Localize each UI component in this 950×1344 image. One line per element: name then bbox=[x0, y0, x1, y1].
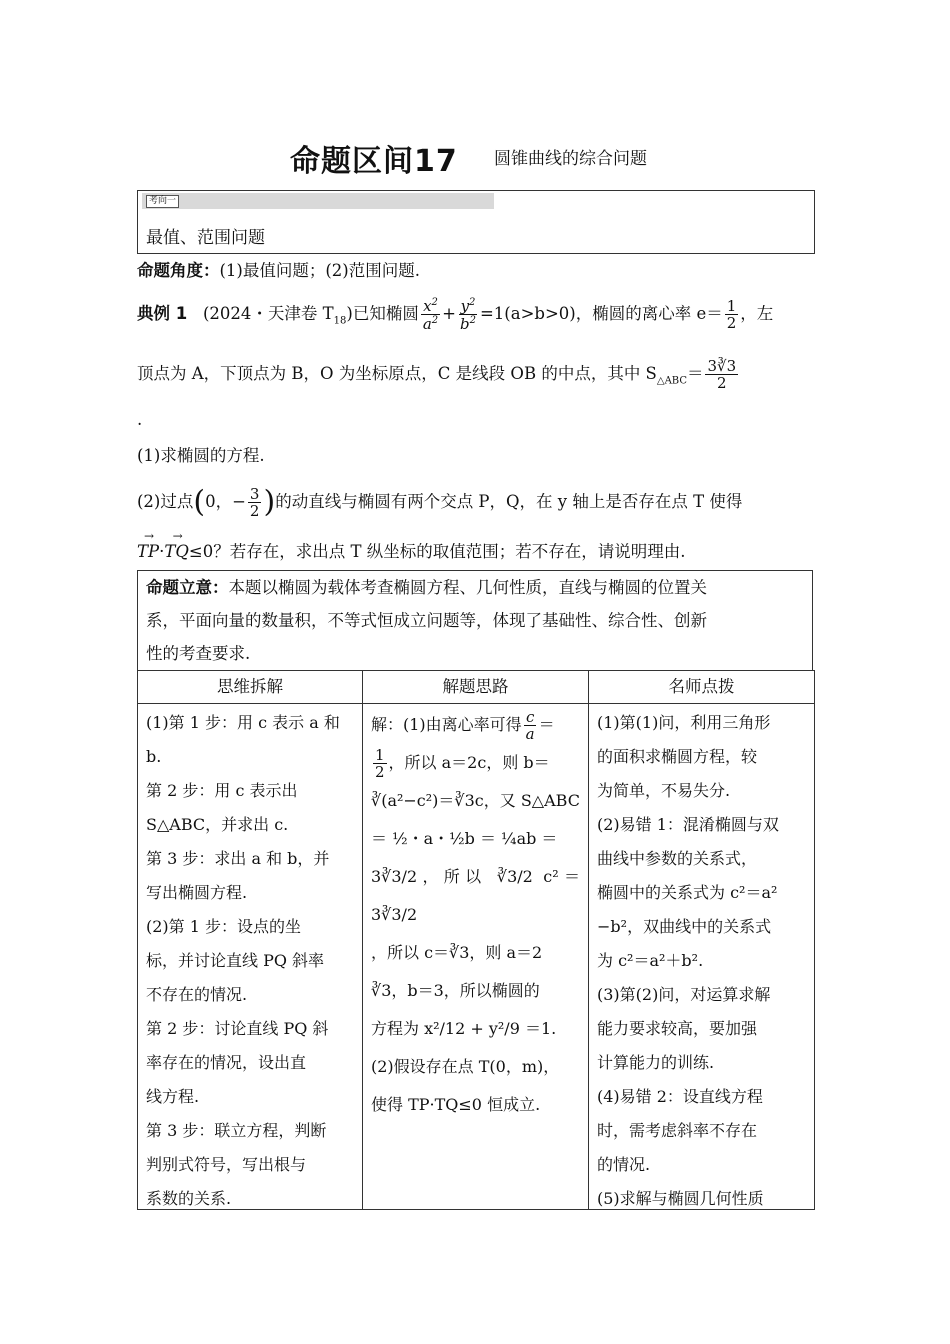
table-header-solution: 解题思路 bbox=[363, 671, 588, 704]
example-source: (2024・天津卷 $T_{18}$) bbox=[202, 304, 353, 327]
intent-text-1: 本题以椭圆为载体考查椭圆方程、几何性质，直线与椭圆的位置关 bbox=[228, 578, 707, 597]
table-header-thinking: 思维拆解 bbox=[138, 671, 362, 704]
topic-box bbox=[137, 190, 815, 254]
tips-body bbox=[589, 704, 814, 1218]
solution-line: ，所以 c＝∛3，则 a＝2 bbox=[371, 943, 543, 962]
solution-line: 使得 TP·TQ≤0 恒成立. bbox=[371, 1095, 541, 1114]
table-column-solution bbox=[363, 671, 589, 1209]
intent-line-3: 性的考查要求. bbox=[146, 644, 251, 663]
tips-line: (5)求解与椭圆几何性质 bbox=[597, 1189, 764, 1208]
thinking-line: 线方程. bbox=[146, 1087, 200, 1106]
tips-line: 为 c²＝a²＋b². bbox=[597, 951, 704, 970]
point-coords: 0，− bbox=[205, 492, 246, 511]
solution-line: 方程为 x²/12 + y²/9 ＝1. bbox=[371, 1019, 557, 1038]
page-title: 命题区间17 bbox=[290, 144, 458, 179]
ellipse-term-y: $\frac{y^2}{b^2}$ bbox=[460, 296, 476, 333]
area-fraction: $\frac{3∛3}{2}$ bbox=[707, 356, 737, 392]
question-1: (1)求椭圆的方程. bbox=[137, 446, 265, 465]
topic-title: 最值、范围问题 bbox=[146, 228, 265, 248]
page-subtitle: 圆锥曲线的综合问题 bbox=[494, 149, 647, 169]
tips-line: −b²，双曲线中的关系式 bbox=[597, 917, 772, 936]
solution-line: ∛(a²−c²)＝∛3c，又 S△ABC bbox=[371, 791, 580, 810]
area-equals: ＝ bbox=[686, 364, 704, 383]
intent-label: 命题立意： bbox=[146, 578, 229, 597]
tips-line: 时，需考虑斜率不存在 bbox=[597, 1121, 758, 1140]
example-line2-text: 顶点为 A，下顶点为 B，O 为坐标原点，C 是线段 OB 的中点，其中 S bbox=[137, 364, 657, 383]
eccentricity-fraction: $\frac{1}{2}$ bbox=[726, 296, 737, 332]
table-column-tips bbox=[589, 671, 814, 1209]
vector-tp: → TP bbox=[137, 542, 159, 561]
thinking-body bbox=[138, 704, 362, 1218]
example-condition: =1(a>b>0)，椭圆的离心率 e＝ bbox=[479, 304, 723, 323]
dot-operator: · bbox=[159, 542, 165, 561]
solution-line: ＝ ½・a・½b ＝ ¼ab ＝ bbox=[371, 829, 558, 848]
point-fraction: $\frac{3}{2}$ bbox=[249, 484, 260, 520]
angle-label: 命题角度： bbox=[137, 261, 220, 280]
example-after-e: ，左 bbox=[740, 304, 774, 323]
vector-tq: → TQ bbox=[164, 542, 189, 561]
solution-line: ∛3，b＝3，所以椭圆的 bbox=[371, 981, 540, 1000]
solution-body bbox=[363, 704, 588, 1126]
question-2: (2)过点(0，− $\frac{3}{2}$ )的动直线与椭圆有两个交点 P，Q，在 y 轴上是否存在点 T 使得 bbox=[137, 484, 743, 520]
area-subscript: △ABC bbox=[656, 375, 687, 387]
example-intro: 已知椭圆 bbox=[352, 304, 419, 323]
topic-tag-label: 考向一 bbox=[146, 195, 179, 208]
intent-line-1 bbox=[146, 571, 804, 604]
solution-line: 解：(1)由离心率可得 $\frac{c}{a}$ ＝ bbox=[371, 707, 555, 743]
table-header-tips: 名师点拨 bbox=[589, 671, 814, 704]
ellipse-term-x: $\frac{x^2}{a^2}$ bbox=[422, 296, 439, 333]
question-2-start: (2)过点 bbox=[137, 492, 194, 511]
analysis-table bbox=[137, 670, 815, 1210]
solution-line: $\frac{1}{2}$ ，所以 a＝2c，则 b＝ bbox=[375, 745, 550, 781]
thinking-line: 不存在的情况. bbox=[146, 985, 248, 1004]
thinking-line: 写出椭圆方程. bbox=[146, 883, 248, 902]
thinking-line: 标，并讨论直线 PQ 斜率 bbox=[146, 951, 325, 970]
thinking-line: 第 3 步：求出 a 和 b，并 bbox=[146, 849, 330, 868]
thinking-line: 率存在的情况，设出直 bbox=[146, 1053, 307, 1072]
title-row bbox=[0, 136, 950, 179]
tips-line: 的面积求椭圆方程，较 bbox=[597, 747, 758, 766]
tips-line: 为简单，不易失分. bbox=[597, 781, 731, 800]
example-label: 典例 1 bbox=[137, 304, 188, 323]
tips-line: (2)易错 1：混淆椭圆与双 bbox=[597, 815, 779, 834]
tips-line: 能力要求较高，要加强 bbox=[597, 1019, 758, 1038]
tips-line: 的情况. bbox=[597, 1155, 651, 1174]
question-2-end: ≤0？若存在，求出点 T 纵坐标的取值范围；若不存在，请说明理由. bbox=[188, 542, 686, 561]
example-line-1: 典例 1 (2024・天津卷 $T_{18}$)已知椭圆 $\frac{x^2}{a^2}$ + $\frac{y^2}{b^2}$ =1(a>b>0)，椭圆的离心率 e＝ $\frac{1}{2}$ ，左 bbox=[137, 296, 774, 333]
question-2-line-2 bbox=[137, 538, 685, 562]
solution-line: (2)假设存在点 T(0，m)， bbox=[371, 1057, 560, 1076]
intent-box bbox=[137, 570, 813, 670]
tips-line: (1)第(1)问，利用三角形 bbox=[597, 713, 771, 732]
angle-text: (1)最值问题；(2)范围问题. bbox=[219, 261, 420, 280]
thinking-line: 第 3 步：联立方程，判断 bbox=[146, 1121, 327, 1140]
intent-line-2: 系，平面向量的数量积，不等式恒成立问题等，体现了基础性、综合性、创新 bbox=[146, 611, 707, 630]
thinking-line: 判别式符号，写出根与 bbox=[146, 1155, 307, 1174]
thinking-line: (1)第 1 步：用 c 表示 a 和 bbox=[146, 713, 340, 732]
thinking-line: b. bbox=[146, 747, 162, 766]
tips-line: 椭圆中的关系式为 c²＝a² bbox=[597, 883, 778, 902]
tips-line: 计算能力的训练. bbox=[597, 1053, 715, 1072]
tips-line: 曲线中参数的关系式， bbox=[597, 849, 758, 868]
thinking-line: 第 2 步：用 c 表示出 bbox=[146, 781, 298, 800]
example-line-2 bbox=[137, 352, 740, 403]
angle-line bbox=[137, 257, 420, 281]
tips-line: (4)易错 2：设直线方程 bbox=[597, 1087, 763, 1106]
question-2-middle: 的动直线与椭圆有两个交点 P，Q，在 y 轴上是否存在点 T 使得 bbox=[275, 492, 743, 511]
solution-line: 3∛3/2，所以 ∛3/2 c²＝3∛3/2 bbox=[371, 867, 580, 924]
tips-line: (3)第(2)问，对运算求解 bbox=[597, 985, 771, 1004]
thinking-line: (2)第 1 步：设点的坐 bbox=[146, 917, 302, 936]
thinking-line: 第 2 步：讨论直线 PQ 斜 bbox=[146, 1019, 329, 1038]
thinking-line: 系数的关系. bbox=[146, 1189, 232, 1208]
topic-tag-bar bbox=[142, 193, 494, 209]
example-dot: . bbox=[137, 410, 143, 429]
thinking-line: S△ABC，并求出 c. bbox=[146, 815, 289, 834]
table-column-thinking bbox=[138, 671, 363, 1209]
